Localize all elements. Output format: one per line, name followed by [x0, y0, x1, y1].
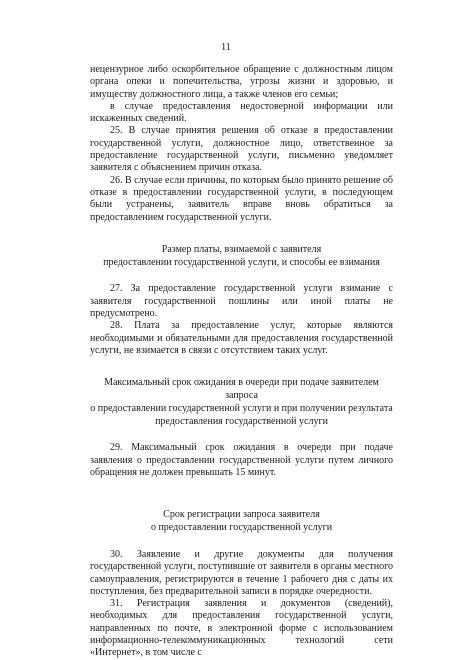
section-heading-fee-line2: предоставлении государственной услуги, и способы ее взимания	[103, 256, 380, 268]
section-heading-wait-line2: о предоставлении государственной услуги и при получении результата	[90, 402, 393, 414]
paragraph-26: 26. В случае если причины, по которым было принято решение об отказе в предоставлении государственной услуги, в последующем были устранены, заявитель вправе вновь обратиться за предоставлением государственной услуги.	[90, 174, 393, 223]
paragraph-29: 29. Максимальный срок ожидания в очереди при подаче заявления о предоставлении государственной услуги путем личного обращения не должен превышать 15 минут.	[90, 442, 393, 479]
document-body	[90, 64, 393, 660]
section-heading-registration-line1: Срок регистрации запроса заявителя	[163, 509, 320, 521]
paragraph-false-info: в случае предоставления недостоверной информации или искаженных сведений.	[90, 100, 393, 125]
section-heading-wait-line3: предоставления государственной услуги	[155, 415, 328, 427]
paragraph-continuation: нецензурное либо оскорбительное обращение с должностным лицом органа опеки и попечительства, угрозы жизни и здоровью, и имуществу должностного лица, а также членов его семьи;	[90, 64, 393, 100]
paragraph-30: 30. Заявление и другие документы для получения государственной услуги, поступившие от заявителя в органы местного самоуправления, регистрируются в течение 1 рабочего дня с даты их поступления, без предварительной записи в порядке очередности.	[90, 548, 393, 597]
paragraph-28: 28. Плата за предоставление услуг, которые являются необходимыми и обязательными для предоставления государственной услуги, не взимается в связи с отсутствием таких услуг.	[90, 320, 393, 356]
section-heading-wait-line1: Максимальный срок ожидания в очереди при подаче заявителем запроса	[104, 377, 379, 402]
paragraph-27: 27. За предоставление государственной услуги взимание с заявителя государственной пошлины или иной платы не предусмотрено.	[90, 283, 393, 320]
page-number: 11	[221, 42, 231, 53]
paragraph-31: 31. Регистрация заявления и документов (сведений), необходимых для предоставления государственной услуги, направленных по почте, в электронной форме с использованием информационно-телекоммуникационных технологий сети «Интернет», в том числе с	[90, 598, 393, 659]
section-heading-fee-line1: Размер платы, взимаемой с заявителя	[161, 243, 322, 255]
section-heading-registration-line2: о предоставлении государственной услуги	[150, 522, 333, 534]
paragraph-25: 25. В случае принятия решения об отказе в предоставлении государственной услуги, должностное лицо, ответственное за предоставление государственной услуги, письменно уведомляет заявителя с объяснением причин отказа.	[90, 125, 393, 174]
